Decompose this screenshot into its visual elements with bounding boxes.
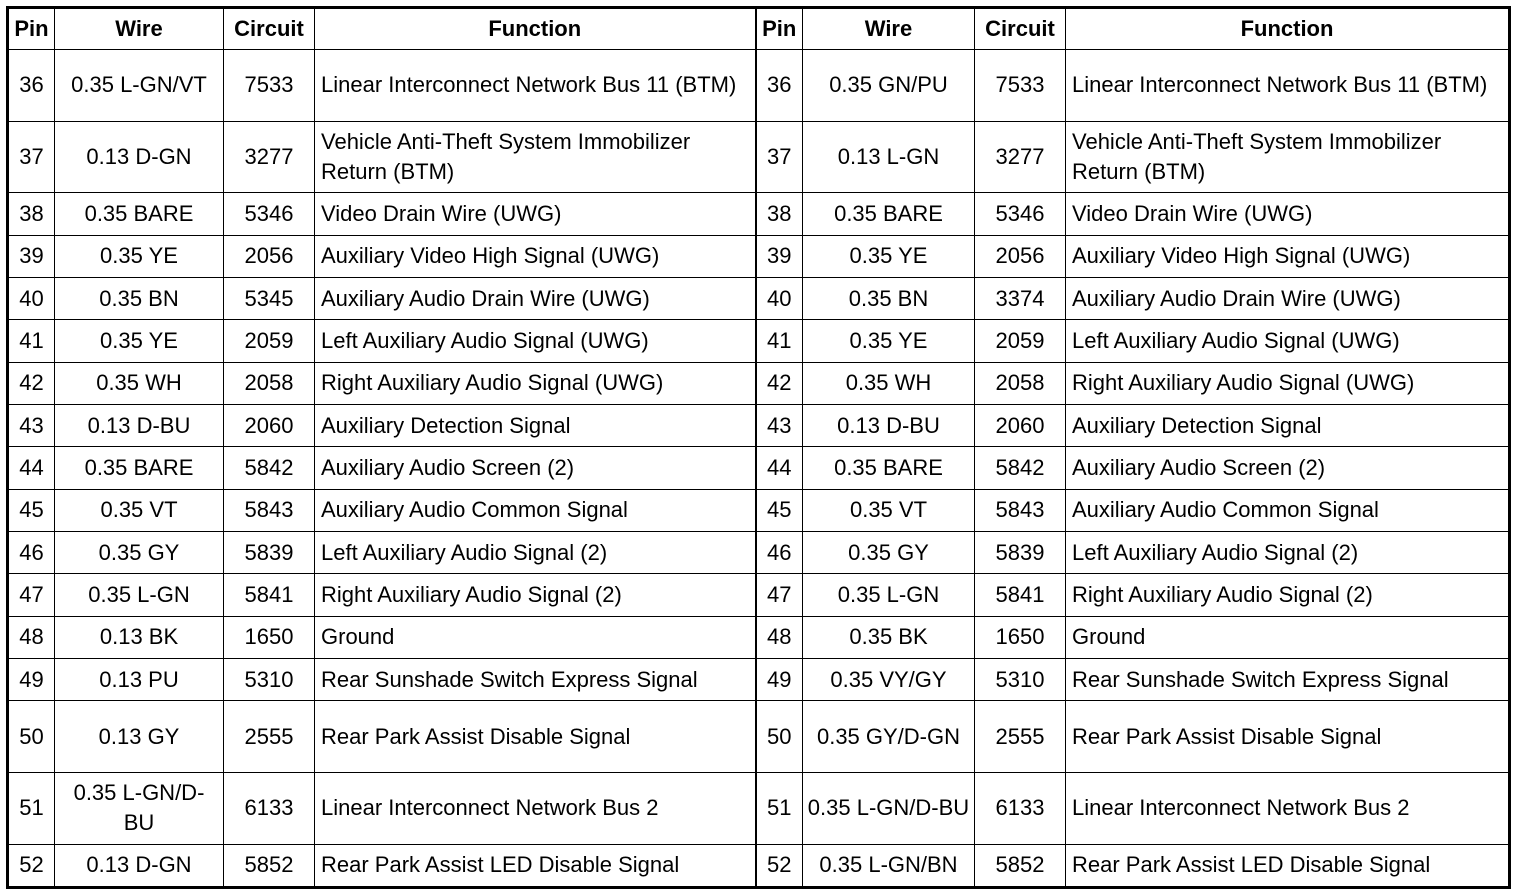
wire-cell: 0.35 BARE <box>803 447 975 489</box>
circuit-cell: 5345 <box>224 277 315 319</box>
pin-cell: 37 <box>756 121 803 193</box>
circuit-cell: 5843 <box>224 489 315 531</box>
circuit-cell: 1650 <box>975 616 1066 658</box>
table-row <box>8 121 1510 193</box>
circuit-cell: 5841 <box>224 574 315 616</box>
circuit-cell: 5310 <box>975 658 1066 700</box>
wire-cell: 0.35 YE <box>55 235 224 277</box>
wire-cell: 0.35 GY <box>55 531 224 573</box>
pin-cell: 52 <box>756 844 803 888</box>
header-function: Function <box>315 8 756 50</box>
wire-cell: 0.35 GN/PU <box>803 50 975 122</box>
wire-cell: 0.35 BARE <box>803 193 975 235</box>
table-row <box>8 772 1510 844</box>
function-cell: Auxiliary Audio Screen (2) <box>315 447 756 489</box>
wire-cell: 0.13 PU <box>55 658 224 700</box>
wire-cell: 0.35 WH <box>803 362 975 404</box>
function-cell: Right Auxiliary Audio Signal (2) <box>315 574 756 616</box>
table-row <box>8 277 1510 319</box>
function-cell: Linear Interconnect Network Bus 2 <box>1066 772 1510 844</box>
function-cell: Ground <box>315 616 756 658</box>
circuit-cell: 2056 <box>224 235 315 277</box>
function-cell: Rear Park Assist Disable Signal <box>1066 701 1510 773</box>
table-row <box>8 658 1510 700</box>
pin-cell: 39 <box>8 235 55 277</box>
wire-cell: 0.13 D-BU <box>803 404 975 446</box>
circuit-cell: 5841 <box>975 574 1066 616</box>
pin-cell: 43 <box>8 404 55 446</box>
wire-cell: 0.35 VT <box>803 489 975 531</box>
wire-cell: 0.35 L-GN <box>55 574 224 616</box>
function-cell: Auxiliary Detection Signal <box>1066 404 1510 446</box>
table-row <box>8 320 1510 362</box>
wire-cell: 0.35 L-GN/D-BU <box>803 772 975 844</box>
function-cell: Left Auxiliary Audio Signal (UWG) <box>315 320 756 362</box>
table-row <box>8 50 1510 122</box>
table-row <box>8 404 1510 446</box>
circuit-cell: 5346 <box>975 193 1066 235</box>
circuit-cell: 3277 <box>224 121 315 193</box>
pin-cell: 47 <box>756 574 803 616</box>
pin-cell: 46 <box>756 531 803 573</box>
circuit-cell: 5839 <box>975 531 1066 573</box>
circuit-cell: 5310 <box>224 658 315 700</box>
pin-cell: 36 <box>756 50 803 122</box>
table-row <box>8 616 1510 658</box>
pinout-table <box>6 6 1511 889</box>
pin-cell: 49 <box>8 658 55 700</box>
function-cell: Auxiliary Detection Signal <box>315 404 756 446</box>
function-cell: Rear Sunshade Switch Express Signal <box>315 658 756 700</box>
table-row <box>8 489 1510 531</box>
header-row <box>8 8 1510 50</box>
wire-cell: 0.35 VT <box>55 489 224 531</box>
circuit-cell: 5852 <box>975 844 1066 888</box>
pin-cell: 44 <box>756 447 803 489</box>
pin-cell: 51 <box>8 772 55 844</box>
wire-cell: 0.35 L-GN/D-BU <box>55 772 224 844</box>
function-cell: Auxiliary Audio Common Signal <box>315 489 756 531</box>
pin-cell: 51 <box>756 772 803 844</box>
pin-cell: 45 <box>8 489 55 531</box>
wire-cell: 0.13 D-GN <box>55 121 224 193</box>
wire-cell: 0.35 BK <box>803 616 975 658</box>
circuit-cell: 2555 <box>975 701 1066 773</box>
function-cell: Vehicle Anti-Theft System Immobilizer Return (BTM) <box>315 121 756 193</box>
function-cell: Ground <box>1066 616 1510 658</box>
function-cell: Auxiliary Video High Signal (UWG) <box>1066 235 1510 277</box>
pin-cell: 36 <box>8 50 55 122</box>
function-cell: Auxiliary Audio Common Signal <box>1066 489 1510 531</box>
pin-cell: 47 <box>8 574 55 616</box>
circuit-cell: 5839 <box>224 531 315 573</box>
wire-cell: 0.35 L-GN/BN <box>803 844 975 888</box>
function-cell: Auxiliary Audio Drain Wire (UWG) <box>315 277 756 319</box>
table-body <box>8 50 1510 888</box>
circuit-cell: 6133 <box>975 772 1066 844</box>
pin-cell: 38 <box>756 193 803 235</box>
circuit-cell: 2058 <box>224 362 315 404</box>
header-circuit: Circuit <box>224 8 315 50</box>
pin-cell: 37 <box>8 121 55 193</box>
wire-cell: 0.13 BK <box>55 616 224 658</box>
wire-cell: 0.35 L-GN <box>803 574 975 616</box>
circuit-cell: 5346 <box>224 193 315 235</box>
function-cell: Vehicle Anti-Theft System Immobilizer Return (BTM) <box>1066 121 1510 193</box>
pin-cell: 52 <box>8 844 55 888</box>
circuit-cell: 5852 <box>224 844 315 888</box>
pin-cell: 44 <box>8 447 55 489</box>
wire-cell: 0.35 BN <box>803 277 975 319</box>
table-row <box>8 193 1510 235</box>
function-cell: Rear Park Assist LED Disable Signal <box>315 844 756 888</box>
pin-cell: 50 <box>8 701 55 773</box>
header-pin: Pin <box>8 8 55 50</box>
pin-cell: 42 <box>756 362 803 404</box>
wire-cell: 0.35 GY <box>803 531 975 573</box>
table-row <box>8 235 1510 277</box>
wire-cell: 0.35 YE <box>803 320 975 362</box>
table-row <box>8 574 1510 616</box>
header-pin: Pin <box>756 8 803 50</box>
circuit-cell: 2060 <box>224 404 315 446</box>
wire-cell: 0.13 D-GN <box>55 844 224 888</box>
pin-cell: 43 <box>756 404 803 446</box>
function-cell: Auxiliary Audio Drain Wire (UWG) <box>1066 277 1510 319</box>
table-row <box>8 362 1510 404</box>
pin-cell: 40 <box>8 277 55 319</box>
pin-cell: 45 <box>756 489 803 531</box>
circuit-cell: 5843 <box>975 489 1066 531</box>
function-cell: Right Auxiliary Audio Signal (2) <box>1066 574 1510 616</box>
pin-cell: 41 <box>8 320 55 362</box>
wire-cell: 0.35 YE <box>803 235 975 277</box>
circuit-cell: 2059 <box>224 320 315 362</box>
function-cell: Linear Interconnect Network Bus 11 (BTM) <box>1066 50 1510 122</box>
circuit-cell: 1650 <box>224 616 315 658</box>
function-cell: Video Drain Wire (UWG) <box>315 193 756 235</box>
table-header <box>8 8 1510 50</box>
header-function: Function <box>1066 8 1510 50</box>
pin-cell: 42 <box>8 362 55 404</box>
pin-cell: 40 <box>756 277 803 319</box>
circuit-cell: 2555 <box>224 701 315 773</box>
function-cell: Rear Park Assist Disable Signal <box>315 701 756 773</box>
pin-cell: 38 <box>8 193 55 235</box>
header-wire: Wire <box>55 8 224 50</box>
function-cell: Auxiliary Audio Screen (2) <box>1066 447 1510 489</box>
pin-cell: 46 <box>8 531 55 573</box>
wire-cell: 0.13 GY <box>55 701 224 773</box>
function-cell: Left Auxiliary Audio Signal (UWG) <box>1066 320 1510 362</box>
table-row <box>8 531 1510 573</box>
circuit-cell: 7533 <box>975 50 1066 122</box>
circuit-cell: 5842 <box>224 447 315 489</box>
function-cell: Right Auxiliary Audio Signal (UWG) <box>1066 362 1510 404</box>
wire-cell: 0.35 BARE <box>55 193 224 235</box>
wire-cell: 0.35 BN <box>55 277 224 319</box>
function-cell: Left Auxiliary Audio Signal (2) <box>315 531 756 573</box>
circuit-cell: 3374 <box>975 277 1066 319</box>
function-cell: Video Drain Wire (UWG) <box>1066 193 1510 235</box>
circuit-cell: 3277 <box>975 121 1066 193</box>
wire-cell: 0.35 YE <box>55 320 224 362</box>
circuit-cell: 2060 <box>975 404 1066 446</box>
wire-cell: 0.13 D-BU <box>55 404 224 446</box>
wire-cell: 0.35 BARE <box>55 447 224 489</box>
function-cell: Rear Park Assist LED Disable Signal <box>1066 844 1510 888</box>
pin-cell: 50 <box>756 701 803 773</box>
table-row <box>8 844 1510 888</box>
pin-cell: 48 <box>8 616 55 658</box>
header-circuit: Circuit <box>975 8 1066 50</box>
function-cell: Rear Sunshade Switch Express Signal <box>1066 658 1510 700</box>
wire-cell: 0.13 L-GN <box>803 121 975 193</box>
pin-cell: 39 <box>756 235 803 277</box>
pin-cell: 41 <box>756 320 803 362</box>
table-row <box>8 701 1510 773</box>
circuit-cell: 5842 <box>975 447 1066 489</box>
wire-cell: 0.35 GY/D-GN <box>803 701 975 773</box>
pin-cell: 49 <box>756 658 803 700</box>
function-cell: Linear Interconnect Network Bus 11 (BTM) <box>315 50 756 122</box>
circuit-cell: 2059 <box>975 320 1066 362</box>
circuit-cell: 6133 <box>224 772 315 844</box>
wire-cell: 0.35 VY/GY <box>803 658 975 700</box>
function-cell: Left Auxiliary Audio Signal (2) <box>1066 531 1510 573</box>
function-cell: Right Auxiliary Audio Signal (UWG) <box>315 362 756 404</box>
wire-cell: 0.35 WH <box>55 362 224 404</box>
wire-cell: 0.35 L-GN/VT <box>55 50 224 122</box>
circuit-cell: 2058 <box>975 362 1066 404</box>
header-wire: Wire <box>803 8 975 50</box>
function-cell: Auxiliary Video High Signal (UWG) <box>315 235 756 277</box>
function-cell: Linear Interconnect Network Bus 2 <box>315 772 756 844</box>
circuit-cell: 7533 <box>224 50 315 122</box>
table-row <box>8 447 1510 489</box>
circuit-cell: 2056 <box>975 235 1066 277</box>
pin-cell: 48 <box>756 616 803 658</box>
